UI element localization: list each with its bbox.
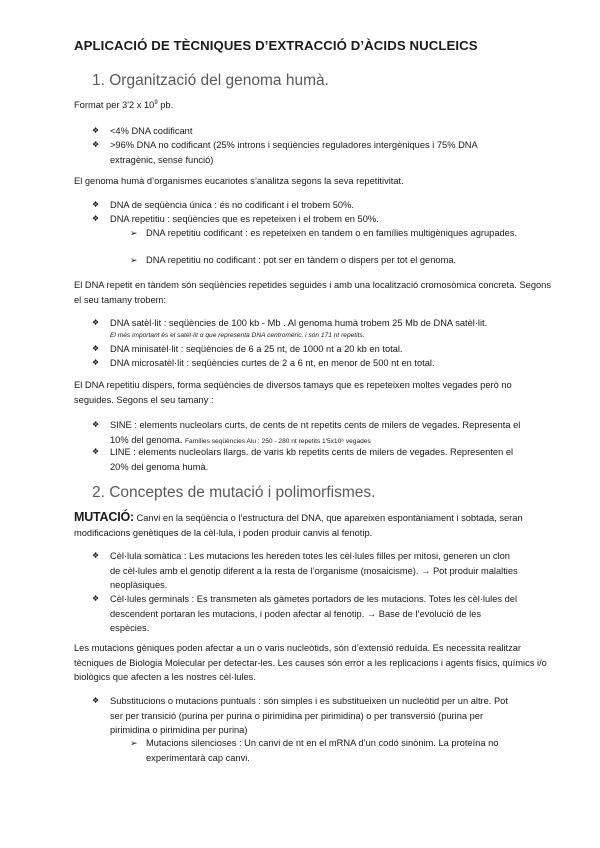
document-title: APLICACIÓ DE TÈCNIQUES D’EXTRACCIÓ D’ÀCIDS NUCLEICS (74, 38, 478, 53)
paragraph-dispers: El DNA repetitiu dispers, forma seqüències de diversos tamays que es repeteixen moltes vegades però no seguides. Segons el seu tamany : (74, 380, 512, 405)
list-item: ❖ DNA satèl·lit : seqüències de 100 kb - Mb . Al genoma humà trobem 25 Mb de DNA satèl·lit. El més important és el satèl·lit α que representa DNA centromèric, i són 171 nt repetits. (92, 316, 522, 341)
diamond-bullet-icon: ❖ (92, 594, 100, 603)
diamond-bullet-icon: ❖ (92, 358, 100, 367)
satellit-note: El més important és el satèl·lit α que representa DNA centromèric, i són 171 nt repetits. (110, 331, 365, 339)
diamond-bullet-icon: ❖ (92, 551, 100, 560)
sub-list-item: ➢ DNA repetitiu no codificant : pot ser en tàndem o dispers per tot el genoma. (130, 253, 530, 268)
sine-note: Famílies seqüències Alu : 250 - 280 nt repetits 1'5x10⁶ vegades (184, 437, 371, 445)
list-item: ❖ Cèl·lula somàtica : Les mutacions les hereden totes les cèl·lules filles per mitosi, generen un clon de cèl·lules amb el genotip diferent a la resta de l’organisme (mosaicisme). → Pot produir malalties neoplàsiques. (92, 551, 518, 590)
diamond-bullet-icon: ❖ (92, 447, 100, 456)
sub-list-item: ➢ Mutacions silencioses : Un canvi de nt en el mRNA d’un codó sinònim. La proteïna no experimentarà cap canvi. (130, 738, 499, 763)
diamond-bullet-icon: ❖ (92, 200, 100, 209)
mutacio-definition: MUTACIÓ: Canvi en la seqüència o l’estructura del DNA, que apareixen espontàniament i sobtada, seran modificacions genètiques de la cèl·lula, i poden produir canvis al fenotip. (74, 510, 523, 538)
arrowhead-bullet-icon: ➢ (130, 228, 138, 238)
diamond-bullet-icon: ❖ (92, 420, 100, 429)
list-item: ❖ >96% DNA no codificant (25% introns i seqüències reguladores intergèniques i 75% DNA extragènic, sense funció) (92, 140, 478, 165)
list-item: ❖ DNA microsatèl·lit : seqüències curtes de 2 a 6 nt, en menor de 500 nt en total. (92, 356, 522, 371)
list-item: ❖ DNA repetitiu : seqüències que es repeteixen i el trobem en 50%. (92, 212, 522, 227)
list-item: ❖ DNA de seqüència única : és no codificant i el trobem 50%. (92, 198, 522, 213)
diamond-bullet-icon: ❖ (92, 696, 100, 705)
arrowhead-bullet-icon: ➢ (130, 738, 138, 748)
list-item: ❖ <4% DNA codificant (92, 124, 522, 139)
arrowhead-bullet-icon: ➢ (130, 255, 138, 265)
diamond-bullet-icon: ❖ (92, 214, 100, 223)
diamond-bullet-icon: ❖ (92, 318, 100, 327)
paragraph-tandem: El DNA repetit en tàndem són seqüències repetides seguides i amb una localització cromosòmica concreta. Segons el seu tamany trobem: (74, 280, 551, 305)
paragraph-geniques: Les mutacions gèniques poden afectar a un o varis nucleòtids, són d’extensió reduïda. Es necessita realitzar tècniques de Biologia Molecular per detectar-les. Les causes són error a les replicacions i agents físics, químics i/o biològics que afecten a les nostres cèl·lules. (74, 643, 547, 682)
list-item: ❖ Cèl·lules germinals : Es transmeten als gàmetes portadors de les mutacions. Totes les cèl·lules del descendent portaran les mutacions, i poden afectar al fenotip. → Base de l’evolució de les espècies. (92, 594, 518, 633)
diamond-bullet-icon: ❖ (92, 344, 100, 353)
list-item: ❖ LINE : elements nucleolars llargs. de varis kb repetits cents de milers de vegades. Representen el 20% del genoma humà. (92, 447, 514, 472)
list-item: ❖ DNA minisatèl·lit : seqüències de 6 a 25 nt, de 1000 nt a 20 kb en total. (92, 342, 522, 357)
section-2-heading: 2. Conceptes de mutació i polimorfismes. (92, 484, 376, 501)
list-item: ❖ Substitucions o mutacions puntuals : són simples i es substitueixen un nucleòtid per un altre. Pot ser per transició (purina per purina o pirimidina per pirimidina) o per transversió (purina per pirimidina o pirimidina per purina) (92, 696, 508, 735)
list-item: ❖ SINE : elements nucleolars curts, de cents de nt repetits cents de milers de vegades. Representa el 10% del genoma. Famílies seqüències Alu : 250 - 280 nt repetits 1'5x10⁶ vegades (92, 420, 521, 445)
diamond-bullet-icon: ❖ (92, 126, 100, 135)
paragraph-repetitivitat: El genoma humà d’organismes eucariotes s’analitza segons la seva repetitivitat. (74, 176, 404, 186)
diamond-bullet-icon: ❖ (92, 140, 100, 149)
section-1-heading: 1. Organització del genoma humà. (92, 72, 329, 89)
genome-format: Format per 3'2 x $10^9$ pb. (74, 99, 174, 110)
sub-list-item: ➢ DNA repetitiu codificant : es repeteixen en tandem o en famílies multigèniques agrupades. (130, 226, 530, 241)
